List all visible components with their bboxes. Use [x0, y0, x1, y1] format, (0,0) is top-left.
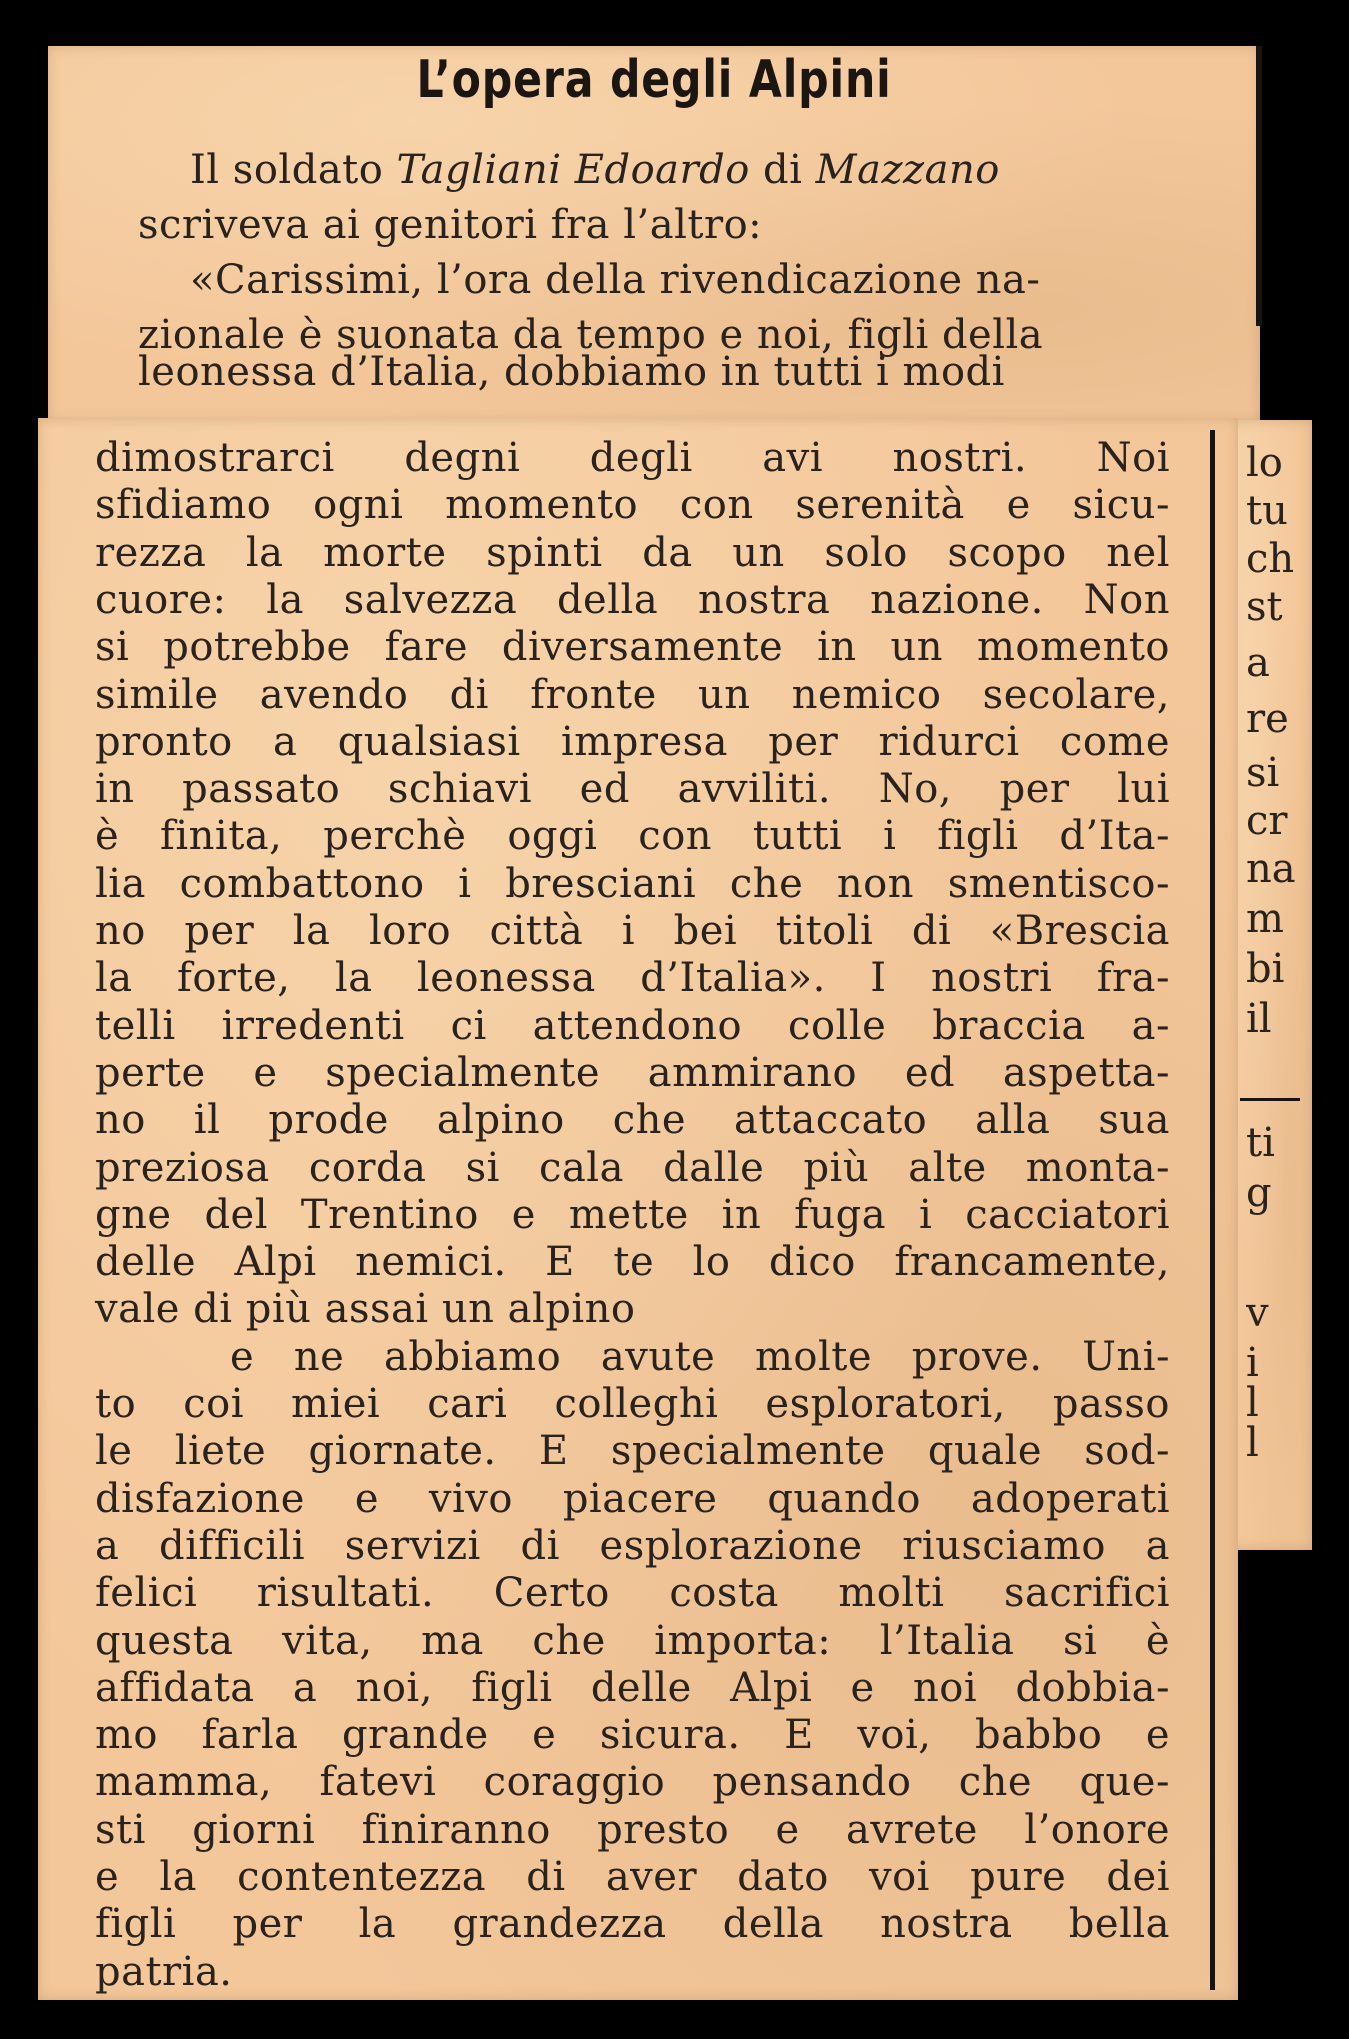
body-line: e la contentezza di aver dato voi pure dei — [95, 1854, 1170, 1900]
side-fragment: l — [1246, 1420, 1259, 1466]
body-line: si potrebbe fare diversamente in un momento — [95, 624, 1170, 671]
body-line: sfidiamo ogni momento con serenità e sicu- — [95, 482, 1170, 529]
body-line: gne del Trentino e mette in fuga i cacciatori — [95, 1191, 1170, 1238]
intro-text: di — [749, 147, 816, 193]
intro-text: Il soldato — [190, 147, 397, 193]
body-line: mo farla grande e sicura. E voi, babbo e — [95, 1712, 1170, 1759]
body-line: to coi miei cari colleghi esploratori, passo — [95, 1381, 1170, 1427]
body-line: in passato schiavi ed avviliti. No, per lui — [95, 766, 1170, 813]
body-line: patria. — [95, 1948, 233, 1995]
body-line: disfazione e vivo piacere quando adoperati — [95, 1475, 1170, 1522]
body-line: dimostrarci degni degli avi nostri. Noi — [95, 435, 1170, 481]
side-fragment: v — [1246, 1290, 1269, 1336]
body-line: telli irredenti ci attendono colle braccia a- — [95, 1002, 1170, 1049]
body-line: e ne abbiamo avute molte prove. Uni- — [230, 1333, 1170, 1380]
body-line: questa vita, ma che importa: l’Italia si è — [95, 1617, 1170, 1664]
body-line: preziosa corda si cala dalle più alte monta- — [95, 1144, 1170, 1191]
intro-line-3: «Carissimi, l’ora della rivendicazione na- — [190, 257, 1041, 303]
side-fragment: il — [1246, 996, 1272, 1042]
side-rule — [1240, 1098, 1300, 1101]
body-line: le liete giornate. E specialmente quale sod- — [95, 1428, 1170, 1475]
intro-line-4: zionale è suonata da tempo e noi, figli della — [138, 312, 1044, 358]
side-fragment: cr — [1246, 798, 1288, 844]
body-line: delle Alpi nemici. E te lo dico francamente, — [95, 1239, 1170, 1286]
column-rule-main — [1210, 430, 1215, 1990]
article-title: L’opera degli Alpini — [416, 50, 892, 110]
body-line: è finita, perchè oggi con tutti i figli d’Ita- — [95, 813, 1170, 860]
side-fragment: i — [1246, 1340, 1259, 1386]
body-line: perte e specialmente ammirano ed aspetta- — [95, 1049, 1170, 1096]
side-fragment: tu — [1246, 488, 1288, 534]
body-line: figli per la grandezza della nostra bella — [95, 1901, 1170, 1948]
body-line: felici risultati. Certo costa molti sacrifici — [95, 1570, 1170, 1617]
side-fragment: re — [1246, 696, 1289, 742]
body-line: la forte, la leonessa d’Italia». I nostri fra- — [95, 955, 1170, 1002]
body-line: pronto a qualsiasi impresa per ridurci come — [95, 718, 1170, 765]
body-line: simile avendo di fronte un nemico secolare, — [95, 671, 1170, 718]
intro-line-5: leonessa d’Italia, dobbiamo in tutti i modi — [138, 349, 1005, 395]
side-fragment: m — [1246, 896, 1284, 942]
body-line: sti giorni finiranno presto e avrete l’onore — [95, 1806, 1170, 1853]
intro-line-2: scriveva ai genitori fra l’altro: — [138, 202, 763, 248]
place-name: Mazzano — [815, 147, 1000, 193]
body-line: no per la loro città i bei titoli di «Brescia — [95, 908, 1170, 954]
body-line: mamma, fatevi coraggio pensando che que- — [95, 1759, 1170, 1806]
side-fragment: si — [1246, 750, 1280, 796]
side-fragment: ch — [1246, 536, 1295, 582]
side-fragment: na — [1246, 846, 1296, 892]
side-fragment: l — [1246, 1380, 1259, 1426]
body-line: cuore: la salvezza della nostra nazione. Non — [95, 576, 1170, 623]
side-fragment: ti — [1246, 1120, 1275, 1166]
body-line: lia combattono i bresciani che non smentisco- — [95, 860, 1170, 907]
side-fragment: a — [1246, 640, 1270, 686]
body-line: vale di più assai un alpino — [95, 1286, 636, 1333]
side-fragment: lo — [1246, 440, 1283, 486]
body-line: a difficili servizi di esplorazione riusciamo a — [95, 1522, 1170, 1569]
side-fragment: bi — [1246, 946, 1285, 992]
side-fragment: g — [1246, 1170, 1272, 1216]
intro-line-1 — [190, 147, 1000, 193]
column-rule-top — [1256, 46, 1262, 326]
body-line: no il prode alpino che attaccato alla sua — [95, 1097, 1170, 1144]
soldier-name: Tagliani Edoardo — [396, 147, 750, 193]
side-fragment: st — [1246, 584, 1283, 630]
body-line: rezza la morte spinti da un solo scopo nel — [95, 529, 1170, 576]
body-line: affidata a noi, figli delle Alpi e noi dobbia- — [95, 1664, 1170, 1711]
